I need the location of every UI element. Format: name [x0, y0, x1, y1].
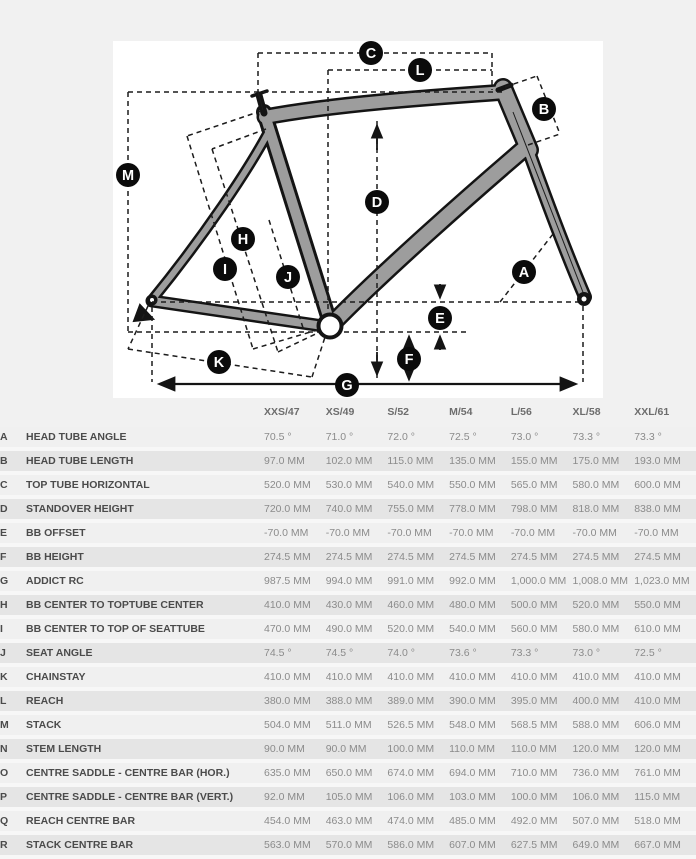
row-value: 627.5 MM	[511, 833, 573, 857]
row-value: 410.0 MM	[264, 665, 326, 689]
row-label: BB OFFSET	[26, 521, 264, 545]
row-value: 778.0 MM	[449, 497, 511, 521]
svg-text:F: F	[404, 352, 414, 368]
row-letter: Q	[0, 809, 26, 833]
row-letter: F	[0, 545, 26, 569]
row-value: 667.0 MM	[634, 833, 696, 857]
row-label: BB CENTER TO TOPTUBE CENTER	[26, 593, 264, 617]
row-value: 1,008.0 MM	[573, 569, 635, 593]
row-value: 103.0 MM	[449, 785, 511, 809]
row-value: 600.0 MM	[634, 473, 696, 497]
row-value: 74.5 °	[326, 641, 388, 665]
row-value: 100.0 MM	[387, 737, 449, 761]
row-value: 504.0 MM	[264, 713, 326, 737]
row-value: 694.0 MM	[449, 761, 511, 785]
row-value: 563.0 MM	[264, 833, 326, 857]
svg-text:G: G	[341, 378, 353, 394]
row-value: 607.0 MM	[449, 833, 511, 857]
size-column-header: S/52	[387, 406, 410, 418]
row-letter: H	[0, 593, 26, 617]
row-label: STACK	[26, 713, 264, 737]
row-value: 410.0 MM	[511, 665, 573, 689]
row-value: 410.0 MM	[449, 665, 511, 689]
row-letter: O	[0, 761, 26, 785]
row-value: 550.0 MM	[634, 593, 696, 617]
size-header-row	[0, 400, 696, 427]
row-value: 105.0 MM	[326, 785, 388, 809]
row-value: 580.0 MM	[573, 473, 635, 497]
marker-b	[532, 97, 556, 121]
row-value: 410.0 MM	[387, 665, 449, 689]
row-value: 102.0 MM	[326, 449, 388, 473]
marker-g	[335, 373, 359, 397]
row-label: HEAD TUBE ANGLE	[26, 427, 264, 449]
row-value: 994.0 MM	[326, 569, 388, 593]
row-value: 674.0 MM	[387, 761, 449, 785]
row-value: 511.0 MM	[326, 713, 388, 737]
row-value: 560.0 MM	[511, 617, 573, 641]
row-value: -70.0 MM	[326, 521, 388, 545]
row-value: 992.0 MM	[449, 569, 511, 593]
row-value: -70.0 MM	[511, 521, 573, 545]
row-value: 115.0 MM	[387, 449, 449, 473]
row-value: 97.0 MM	[264, 449, 326, 473]
row-label: BB HEIGHT	[26, 545, 264, 569]
row-value: 410.0 MM	[264, 593, 326, 617]
row-value: 120.0 MM	[573, 737, 635, 761]
table-row	[0, 689, 696, 713]
row-value: 650.0 MM	[326, 761, 388, 785]
geometry-table	[0, 400, 696, 859]
marker-m	[116, 163, 140, 187]
row-value: 73.0 °	[511, 427, 573, 449]
row-letter: R	[0, 833, 26, 857]
table-row	[0, 737, 696, 761]
row-label: STANDOVER HEIGHT	[26, 497, 264, 521]
row-value: 70.5 °	[264, 427, 326, 449]
row-label: TOP TUBE HORIZONTAL	[26, 473, 264, 497]
table-row	[0, 569, 696, 593]
row-value: 135.0 MM	[449, 449, 511, 473]
marker-f	[397, 347, 421, 371]
row-value: 390.0 MM	[449, 689, 511, 713]
size-column-header: XL/58	[572, 406, 601, 418]
row-value: 520.0 MM	[573, 593, 635, 617]
row-value: 73.3 °	[511, 641, 573, 665]
row-value: 395.0 MM	[511, 689, 573, 713]
row-value: 736.0 MM	[573, 761, 635, 785]
row-value: 454.0 MM	[264, 809, 326, 833]
header-label-col	[26, 400, 264, 427]
row-value: 120.0 MM	[634, 737, 696, 761]
row-value: 474.0 MM	[387, 809, 449, 833]
row-value: 388.0 MM	[326, 689, 388, 713]
size-column-header: XS/49	[325, 406, 355, 418]
row-value: 1,000.0 MM	[511, 569, 573, 593]
row-value: 991.0 MM	[387, 569, 449, 593]
size-column-header: XXS/47	[264, 406, 300, 418]
row-value: -70.0 MM	[264, 521, 326, 545]
row-value: 755.0 MM	[387, 497, 449, 521]
table-row	[0, 449, 696, 473]
row-value: 274.5 MM	[573, 545, 635, 569]
marker-j	[276, 265, 300, 289]
marker-l	[408, 58, 432, 82]
row-value: 520.0 MM	[387, 617, 449, 641]
svg-text:I: I	[222, 262, 228, 278]
row-value: 274.5 MM	[326, 545, 388, 569]
row-value: 110.0 MM	[511, 737, 573, 761]
row-value: 274.5 MM	[387, 545, 449, 569]
row-label: ADDICT RC	[26, 569, 264, 593]
marker-i	[213, 257, 237, 281]
row-value: 761.0 MM	[634, 761, 696, 785]
table-row	[0, 545, 696, 569]
row-value: 798.0 MM	[511, 497, 573, 521]
row-letter: M	[0, 713, 26, 737]
row-value: 410.0 MM	[326, 665, 388, 689]
row-value: 155.0 MM	[511, 449, 573, 473]
row-value: -70.0 MM	[634, 521, 696, 545]
svg-text:B: B	[538, 102, 550, 118]
frame-geometry-diagram	[0, 0, 696, 400]
row-value: 175.0 MM	[573, 449, 635, 473]
row-value: 73.6 °	[449, 641, 511, 665]
table-row	[0, 617, 696, 641]
svg-text:M: M	[121, 168, 135, 184]
row-value: 490.0 MM	[326, 617, 388, 641]
row-value: 460.0 MM	[387, 593, 449, 617]
row-value: 72.0 °	[387, 427, 449, 449]
table-row	[0, 833, 696, 857]
row-value: 72.5 °	[634, 641, 696, 665]
table-row	[0, 473, 696, 497]
table-row	[0, 521, 696, 545]
row-value: 71.0 °	[326, 427, 388, 449]
row-letter: P	[0, 785, 26, 809]
row-value: 610.0 MM	[634, 617, 696, 641]
svg-text:E: E	[435, 311, 445, 327]
row-letter: E	[0, 521, 26, 545]
row-value: 649.0 MM	[573, 833, 635, 857]
row-value: 100.0 MM	[511, 785, 573, 809]
row-value: 530.0 MM	[326, 473, 388, 497]
size-column-header: M/54	[449, 406, 473, 418]
row-value: 550.0 MM	[449, 473, 511, 497]
row-letter: K	[0, 665, 26, 689]
row-value: 274.5 MM	[511, 545, 573, 569]
row-value: 500.0 MM	[511, 593, 573, 617]
row-value: 274.5 MM	[264, 545, 326, 569]
row-label: BB CENTER TO TOP OF SEATTUBE	[26, 617, 264, 641]
row-value: 389.0 MM	[387, 689, 449, 713]
row-value: 274.5 MM	[634, 545, 696, 569]
table-row	[0, 761, 696, 785]
svg-text:C: C	[365, 46, 377, 62]
row-value: 74.5 °	[264, 641, 326, 665]
row-value: 115.0 MM	[634, 785, 696, 809]
row-value: 470.0 MM	[264, 617, 326, 641]
row-value: 838.0 MM	[634, 497, 696, 521]
row-value: 73.3 °	[573, 427, 635, 449]
svg-text:L: L	[415, 63, 425, 79]
row-value: 90.0 MM	[326, 737, 388, 761]
row-value: 400.0 MM	[573, 689, 635, 713]
bottom-bracket	[319, 315, 342, 338]
row-value: 72.5 °	[449, 427, 511, 449]
row-value: -70.0 MM	[387, 521, 449, 545]
row-letter: L	[0, 689, 26, 713]
row-value: 106.0 MM	[573, 785, 635, 809]
row-letter: C	[0, 473, 26, 497]
row-value: 526.5 MM	[387, 713, 449, 737]
row-value: 568.5 MM	[511, 713, 573, 737]
marker-h	[231, 227, 255, 251]
row-letter: B	[0, 449, 26, 473]
row-label: REACH	[26, 689, 264, 713]
row-value: 410.0 MM	[634, 665, 696, 689]
row-value: 485.0 MM	[449, 809, 511, 833]
row-value: 507.0 MM	[573, 809, 635, 833]
svg-text:A: A	[518, 265, 530, 281]
row-value: 540.0 MM	[449, 617, 511, 641]
row-label: CENTRE SADDLE - CENTRE BAR (HOR.)	[26, 761, 264, 785]
row-value: 492.0 MM	[511, 809, 573, 833]
row-value: 548.0 MM	[449, 713, 511, 737]
table-row	[0, 641, 696, 665]
table-row	[0, 497, 696, 521]
row-value: -70.0 MM	[573, 521, 635, 545]
row-value: 74.0 °	[387, 641, 449, 665]
row-label: SEAT ANGLE	[26, 641, 264, 665]
row-value: 274.5 MM	[449, 545, 511, 569]
row-letter: G	[0, 569, 26, 593]
row-value: 635.0 MM	[264, 761, 326, 785]
marker-e	[428, 306, 452, 330]
row-value: 586.0 MM	[387, 833, 449, 857]
marker-c	[359, 41, 383, 65]
row-value: 1,023.0 MM	[634, 569, 696, 593]
row-letter: A	[0, 427, 26, 449]
row-letter: D	[0, 497, 26, 521]
table-row	[0, 809, 696, 833]
marker-d	[365, 190, 389, 214]
table-row	[0, 713, 696, 737]
row-label: STACK CENTRE BAR	[26, 833, 264, 857]
svg-text:K: K	[213, 355, 225, 371]
row-value: 463.0 MM	[326, 809, 388, 833]
size-column-header: L/56	[510, 406, 532, 418]
table-row	[0, 427, 696, 449]
row-value: 720.0 MM	[264, 497, 326, 521]
row-value: 106.0 MM	[387, 785, 449, 809]
svg-text:J: J	[283, 270, 293, 286]
row-label: REACH CENTRE BAR	[26, 809, 264, 833]
row-value: 110.0 MM	[449, 737, 511, 761]
row-letter: J	[0, 641, 26, 665]
row-value: 710.0 MM	[511, 761, 573, 785]
row-value: -70.0 MM	[449, 521, 511, 545]
size-column-header: XXL/61	[634, 406, 670, 418]
row-value: 520.0 MM	[264, 473, 326, 497]
row-value: 410.0 MM	[573, 665, 635, 689]
row-value: 570.0 MM	[326, 833, 388, 857]
svg-text:D: D	[371, 195, 383, 211]
row-value: 73.0 °	[573, 641, 635, 665]
row-value: 588.0 MM	[573, 713, 635, 737]
header-letter-col	[0, 400, 26, 427]
row-value: 740.0 MM	[326, 497, 388, 521]
row-letter: I	[0, 617, 26, 641]
table-row	[0, 665, 696, 689]
row-value: 565.0 MM	[511, 473, 573, 497]
row-value: 987.5 MM	[264, 569, 326, 593]
row-value: 380.0 MM	[264, 689, 326, 713]
row-value: 540.0 MM	[387, 473, 449, 497]
row-value: 480.0 MM	[449, 593, 511, 617]
row-value: 73.3 °	[634, 427, 696, 449]
row-value: 580.0 MM	[573, 617, 635, 641]
diagram-panel	[113, 41, 603, 398]
row-label: HEAD TUBE LENGTH	[26, 449, 264, 473]
row-value: 193.0 MM	[634, 449, 696, 473]
row-value: 90.0 MM	[264, 737, 326, 761]
row-label: STEM LENGTH	[26, 737, 264, 761]
row-value: 92.0 MM	[264, 785, 326, 809]
table-row	[0, 593, 696, 617]
row-value: 606.0 MM	[634, 713, 696, 737]
row-letter: N	[0, 737, 26, 761]
row-value: 518.0 MM	[634, 809, 696, 833]
marker-k	[207, 350, 231, 374]
row-value: 410.0 MM	[634, 689, 696, 713]
table-row	[0, 785, 696, 809]
row-value: 818.0 MM	[573, 497, 635, 521]
row-value: 430.0 MM	[326, 593, 388, 617]
row-label: CENTRE SADDLE - CENTRE BAR (VERT.)	[26, 785, 264, 809]
marker-a	[512, 260, 536, 284]
svg-text:H: H	[237, 232, 249, 248]
row-label: CHAINSTAY	[26, 665, 264, 689]
